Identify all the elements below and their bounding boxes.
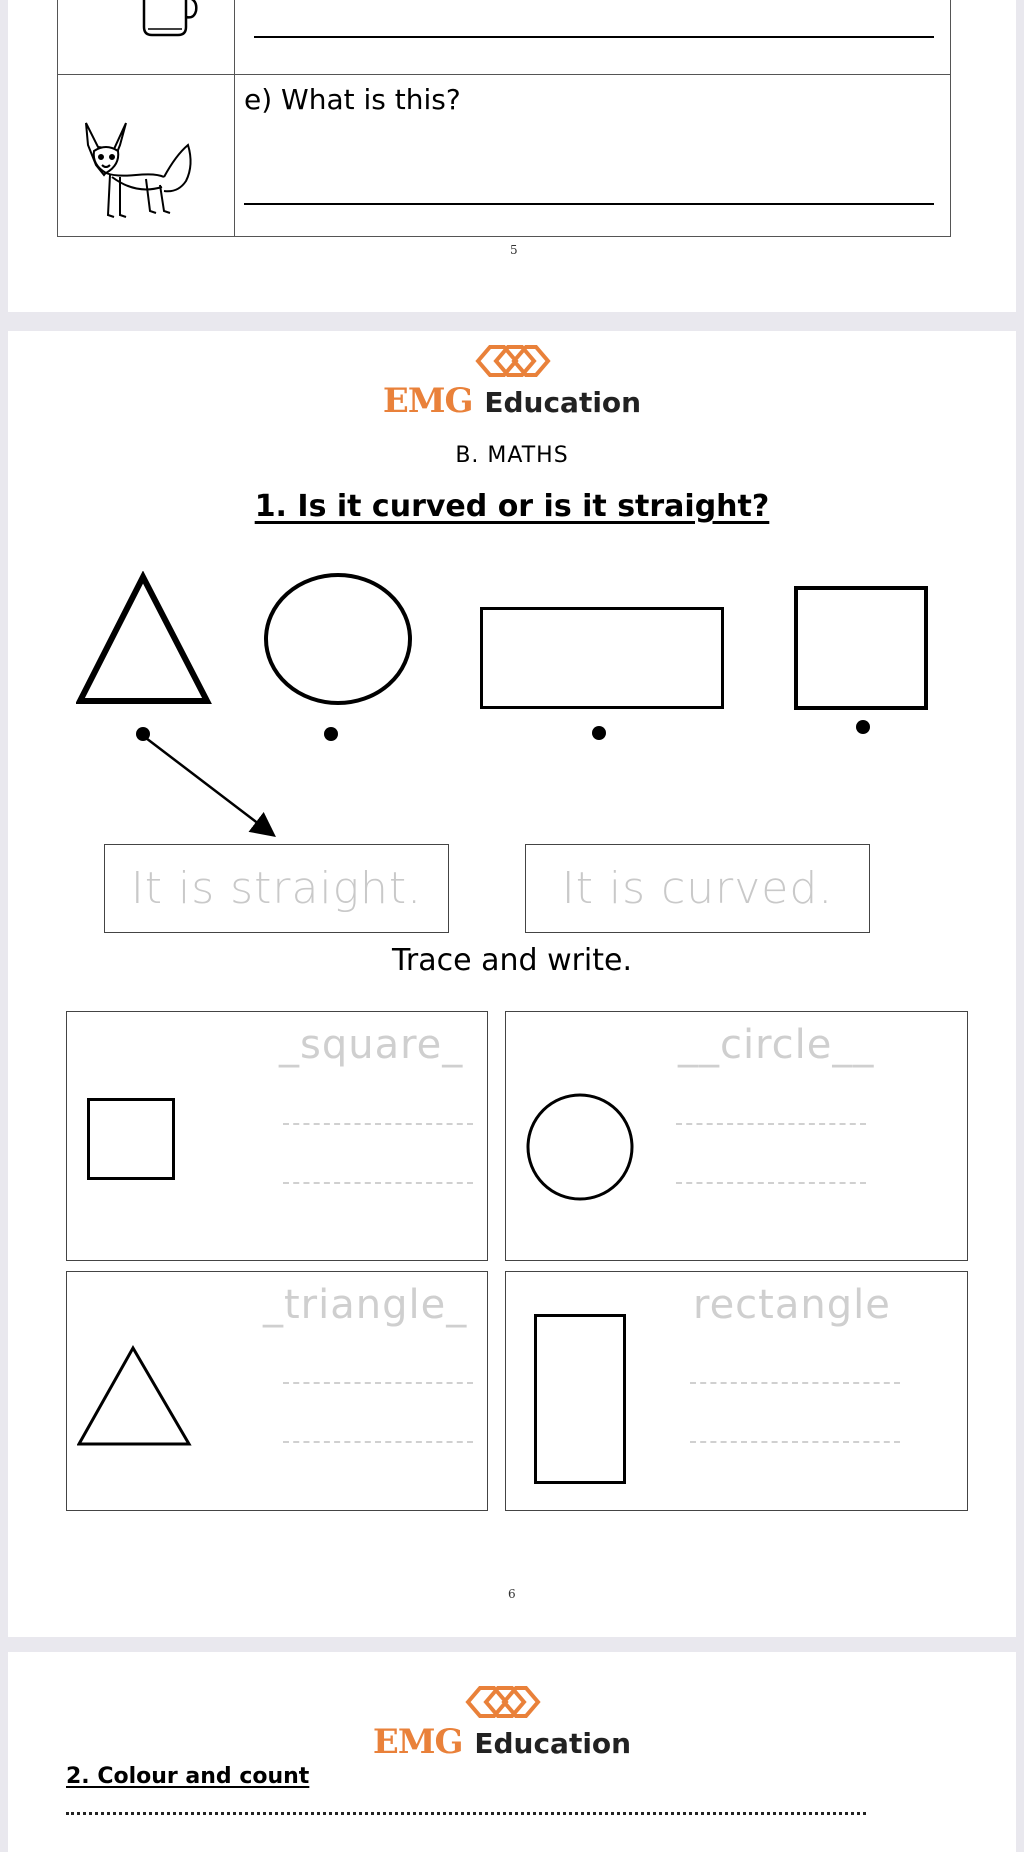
write-line[interactable] <box>690 1441 900 1443</box>
write-line[interactable] <box>676 1182 866 1184</box>
logo-rings-icon <box>462 1682 542 1722</box>
circle-dot[interactable] <box>324 727 338 741</box>
fox-icon <box>76 115 196 230</box>
small-circle-icon <box>524 1092 636 1202</box>
small-triangle-icon <box>77 1344 193 1448</box>
answer-line-d[interactable] <box>254 36 934 38</box>
worksheet-page-7 <box>8 1652 1016 1852</box>
trace-cell-triangle <box>66 1271 488 1511</box>
logo-emg: EMG <box>372 1722 463 1762</box>
question-title: 1. Is it curved or is it straight? <box>254 489 770 524</box>
logo-rings-icon <box>472 341 552 381</box>
mug-icon <box>138 0 198 37</box>
trace-word-triangle: _triangle_ <box>263 1282 468 1328</box>
trace-word-rectangle: rectangle <box>693 1282 891 1328</box>
trace-word-circle: __circle__ <box>678 1022 875 1068</box>
write-line[interactable] <box>690 1382 900 1384</box>
table-row-e <box>58 74 950 237</box>
logo-education: Education <box>484 386 642 419</box>
square-icon <box>794 586 928 710</box>
trace-instruction: Trace and write. <box>391 943 633 978</box>
worksheet-page-6 <box>8 331 1016 1637</box>
emg-education-logo <box>0 1682 1006 1762</box>
answer-box-curved[interactable]: It is curved. <box>525 844 870 933</box>
page-number: 5 <box>510 243 518 257</box>
question-e: e) What is this? <box>244 83 461 116</box>
write-line[interactable] <box>283 1382 473 1384</box>
write-line[interactable] <box>283 1441 473 1443</box>
example-arrow <box>138 731 298 841</box>
colour-and-count-heading: 2. Colour and count <box>66 1764 310 1789</box>
vocabulary-table <box>57 0 951 237</box>
trace-cell-square <box>66 1011 488 1261</box>
square-dot[interactable] <box>856 720 870 734</box>
page-number: 6 <box>508 1587 516 1601</box>
write-line[interactable] <box>283 1182 473 1184</box>
rectangle-dot[interactable] <box>592 726 606 740</box>
triangle-icon <box>76 571 216 706</box>
logo-education: Education <box>474 1727 632 1760</box>
trace-cell-rectangle <box>505 1271 968 1511</box>
trace-cell-circle <box>505 1011 968 1261</box>
section-title: B. MATHS <box>455 443 569 468</box>
circle-icon <box>256 571 416 707</box>
answer-line-e[interactable] <box>244 203 934 205</box>
rectangle-icon <box>480 607 724 709</box>
logo-emg: EMG <box>382 381 473 421</box>
write-line[interactable] <box>676 1123 866 1125</box>
small-square-icon <box>87 1098 175 1180</box>
tall-rectangle-icon <box>534 1314 626 1484</box>
trace-word-square: _square_ <box>279 1022 464 1068</box>
cropped-text-line <box>66 1812 866 1823</box>
worksheet-page-5 <box>8 0 1016 312</box>
write-line[interactable] <box>283 1123 473 1125</box>
emg-education-logo <box>8 341 1016 421</box>
answer-box-straight[interactable]: It is straight. <box>104 844 449 933</box>
